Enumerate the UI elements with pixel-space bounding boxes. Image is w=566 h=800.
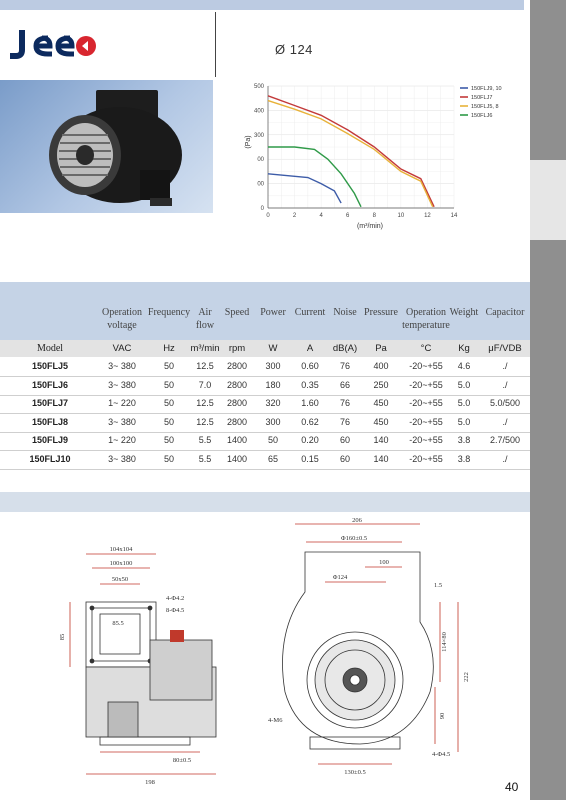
brand-logo (8, 22, 98, 62)
table-cell: 3~ 380 (108, 379, 136, 390)
chart-x-tick-label: 6 (346, 213, 350, 219)
chart-series-line-2 (268, 101, 433, 207)
table-header-9: Weight (449, 307, 479, 318)
chart-legend-label-2: 150FLJ5, 8 (471, 104, 499, 110)
dim-100x100: 100x100 (109, 560, 133, 567)
table-cell: 5.0 (457, 416, 471, 427)
table-cell-model: 150FLJ10 (29, 453, 71, 464)
table-header-7: Pressure (364, 307, 398, 318)
table-cell: 5.0/500 (489, 398, 521, 408)
table-cell-model: 150FLJ5 (31, 361, 69, 371)
chart-x-tick-label: 10 (397, 213, 405, 219)
table-cell: -20~+55 (409, 453, 443, 464)
table-cell: 3~ 380 (108, 416, 136, 427)
table-cell: 450 (373, 398, 389, 408)
chart-y-tick-label: 0 (260, 206, 264, 212)
chart-series-line-0 (268, 174, 341, 203)
table-model-label: Model (36, 343, 64, 354)
sidebar-block-bottom (530, 240, 566, 800)
table-header-10: Capacitor (485, 307, 525, 318)
dim-130: 130±0.5 (344, 769, 366, 776)
table-unit-9: Kg (458, 343, 470, 354)
dim-1-5: 1.5 (434, 582, 443, 589)
table-cell: 12.5 (196, 416, 214, 427)
table-cell: 180 (265, 379, 281, 390)
dim-50x50: 50x50 (111, 576, 129, 583)
chart-y-tick-label: 400 (253, 108, 264, 115)
table-cell: 76 (339, 361, 350, 371)
dim-4-phi4-2: 4-Φ4.2 (166, 595, 185, 602)
table-header-0: Operation voltage (102, 307, 142, 331)
chart-x-tick-label: 4 (319, 213, 323, 219)
chart-y-tick-label: 500 (253, 84, 264, 90)
table-cell: 12.5 (196, 361, 214, 371)
table-cell: 65 (267, 453, 278, 464)
dim-222: 222 (463, 672, 470, 682)
dim-4-phi4-5: 4-Φ4.5 (432, 751, 451, 758)
table-cell: 50 (163, 416, 174, 427)
dim-8-phi4-5: 8-Φ4.5 (166, 607, 185, 614)
dim-4-m6: 4-M6 (268, 717, 283, 724)
table-cell: 400 (373, 361, 389, 371)
table-cell: 2800 (226, 361, 248, 371)
table-cell: 0.20 (301, 435, 319, 445)
table-cell: 5.0 (457, 379, 471, 390)
chart-series-line-3 (268, 147, 361, 207)
table-cell: -20~+55 (409, 398, 443, 408)
table-unit-3: rpm (228, 343, 246, 354)
table-cell: 140 (373, 435, 389, 445)
dim-85: 85 (59, 633, 66, 641)
table-cell: 76 (339, 398, 350, 408)
table-cell: 1400 (226, 435, 248, 445)
table-cell: 1.60 (301, 398, 319, 408)
model-title: Ø 124 (275, 42, 313, 57)
chart-x-tick-label: 12 (424, 213, 431, 219)
table-cell-model: 150FLJ9 (31, 435, 69, 445)
table-row-divider (0, 376, 530, 377)
chart-series-group (268, 96, 434, 207)
chart-legend-label-3: 150FLJ6 (471, 113, 493, 119)
chart-legend-label-0: 150FLJ9, 10 (471, 86, 502, 92)
table-cell: 50 (163, 361, 174, 371)
table-cell: ./ (502, 361, 508, 371)
logo-letter-e2 (58, 38, 74, 54)
table-cell: 0.62 (301, 416, 319, 427)
table-cell: 4.6 (457, 361, 471, 371)
table-cell: -20~+55 (409, 435, 443, 445)
product-photo (0, 80, 213, 213)
dim-114x80: 114×80 (441, 632, 448, 652)
table-cell: ./ (502, 416, 508, 427)
table-row-divider (0, 450, 530, 451)
table-header-1: Frequency (147, 307, 191, 318)
table-cell: -20~+55 (409, 361, 443, 371)
dim-80: 80±0.5 (172, 757, 192, 764)
table-header-5: Current (294, 307, 326, 318)
table-cell: 66 (339, 379, 350, 390)
table-header-4: Power (260, 307, 286, 318)
table-cell: 450 (373, 416, 389, 427)
chart-y-axis-label: (Pa) (245, 135, 252, 149)
table-cell: 0.15 (301, 453, 319, 464)
table-cell: 2800 (226, 416, 248, 427)
table-cell-model: 150FLJ8 (31, 416, 69, 427)
table-cell: 3~ 380 (108, 361, 136, 371)
table-row-divider (0, 432, 530, 433)
table-cell-model: 150FLJ7 (31, 398, 69, 408)
dim-104x104: 104x104 (109, 546, 133, 553)
chart-y-tick-label: 300 (253, 132, 264, 139)
table-unit-7: Pa (375, 343, 387, 354)
table-cell: 0.60 (301, 361, 319, 371)
table-unit-0: VAC (112, 343, 132, 354)
table-cell: 0.35 (301, 379, 319, 390)
table-cell: 7.0 (198, 379, 212, 390)
logo-letter-e1 (36, 38, 52, 54)
page-number: 40 (505, 780, 519, 794)
table-cell: ./ (502, 379, 508, 390)
front-view-drawing (283, 524, 459, 764)
table-cell-model: 150FLJ6 (31, 379, 69, 390)
pressure-airflow-chart (232, 78, 522, 238)
table-cell: 1~ 220 (108, 398, 136, 408)
table-header-6: Noise (333, 307, 357, 318)
top-band (0, 0, 524, 10)
table-cell: 1~ 220 (108, 435, 136, 445)
table-cell: 320 (265, 398, 281, 408)
table-cell: 140 (373, 453, 389, 464)
chart-y-tick-label: 00 (257, 157, 264, 164)
table-cell: -20~+55 (409, 379, 443, 390)
dim-phi160: Φ160±0.5 (340, 535, 368, 542)
table-header-8: Operation temperature (402, 307, 450, 331)
table-unit-4: W (268, 343, 278, 354)
table-row-divider (0, 395, 530, 396)
table-cell: 1400 (226, 453, 248, 464)
table-cell: 60 (339, 435, 350, 445)
chart-x-tick-label: 0 (266, 213, 270, 219)
table-unit-10: μF/VDB (488, 343, 522, 354)
table-cell: -20~+55 (409, 416, 443, 427)
chart-x-axis-label: (m³/min) (356, 223, 384, 230)
table-cell: 2.7/500 (489, 435, 521, 445)
table-unit-2: m³/min (190, 343, 220, 354)
chart-x-tick-label: 14 (450, 213, 458, 219)
dim-phi124: Φ124 (332, 574, 348, 581)
table-cell: 3.8 (457, 435, 471, 445)
table-cell: ./ (502, 453, 508, 464)
table-row-divider (0, 469, 530, 470)
table-cell: 5.5 (198, 453, 212, 464)
chart-x-tick-label: 8 (372, 213, 376, 219)
dim-90: 90 (439, 712, 446, 720)
table-cell: 50 (163, 435, 174, 445)
dim-206: 206 (352, 517, 362, 524)
chart-x-tick-label: 2 (292, 213, 297, 219)
chart-legend-label-1: 150FLJ7 (471, 95, 493, 101)
chart-series-line-1 (268, 96, 434, 207)
blower-illustration (0, 80, 213, 213)
table-header-3: Speed (224, 307, 250, 318)
table-cell: 300 (265, 416, 281, 427)
dimension-labels (59, 517, 470, 786)
drawing-header-band (0, 492, 530, 512)
side-view-drawing (70, 554, 216, 774)
table-cell: 5.5 (198, 435, 212, 445)
table-cell: 3~ 380 (108, 453, 136, 464)
table-header-2: Air flow (195, 307, 215, 331)
dim-100: 100 (379, 559, 389, 566)
table-cell: 50 (163, 379, 174, 390)
dim-85-5: 85.5 (112, 620, 124, 627)
table-unit-6: dB(A) (332, 343, 358, 354)
table-cell: 50 (163, 453, 174, 464)
chart-y-tick-label: 00 (257, 181, 264, 188)
sidebar-block-top (530, 0, 566, 160)
dim-198: 198 (145, 779, 155, 786)
table-row-divider (0, 413, 530, 414)
sidebar-block-mid (530, 160, 566, 240)
table-cell: 2800 (226, 379, 248, 390)
table-cell: 250 (373, 379, 389, 390)
table-cell: 2800 (226, 398, 248, 408)
logo-letter-j (10, 30, 22, 56)
table-unit-8: °C (420, 343, 432, 354)
table-unit-1: Hz (163, 343, 175, 354)
table-cell: 60 (339, 453, 350, 464)
table-cell: 76 (339, 416, 350, 427)
table-cell: 5.0 (457, 398, 471, 408)
table-cell: 50 (163, 398, 174, 408)
header-divider (215, 12, 216, 77)
table-unit-5: A (306, 343, 314, 354)
table-cell: 12.5 (196, 398, 214, 408)
table-cell: 50 (267, 435, 278, 445)
table-cell: 3.8 (457, 453, 471, 464)
chart-legend (460, 86, 502, 119)
table-cell: 300 (265, 361, 281, 371)
technical-drawings (0, 512, 530, 800)
